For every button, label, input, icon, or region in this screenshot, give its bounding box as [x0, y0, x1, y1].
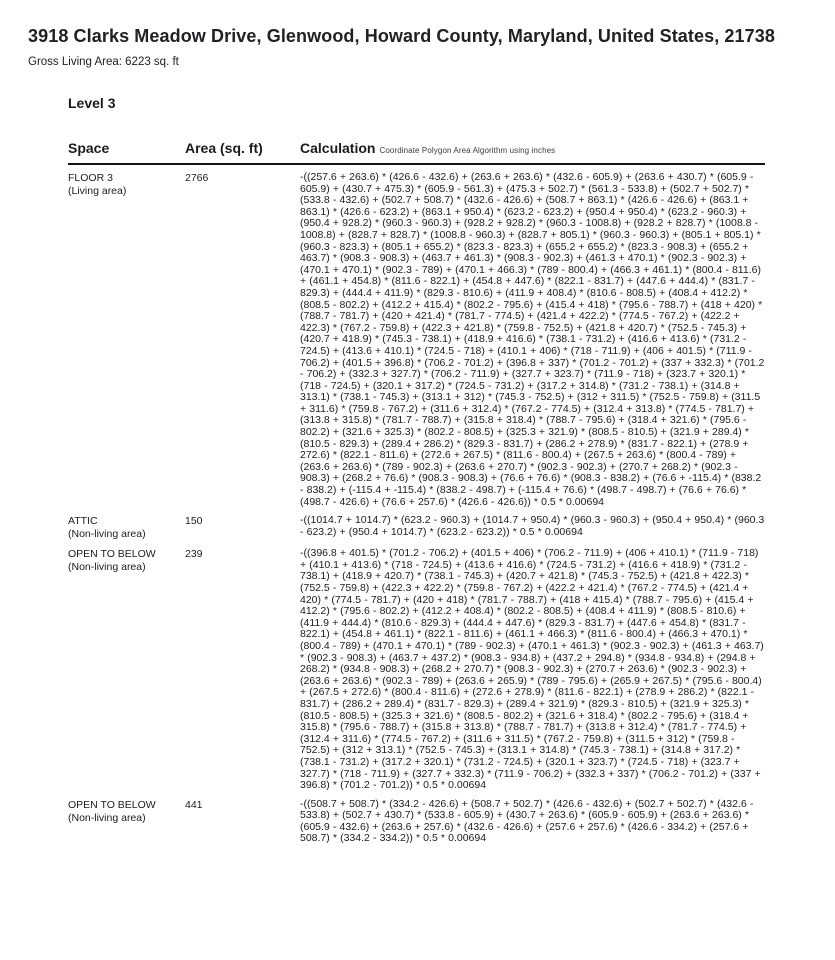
column-header-area: Area (sq. ft) [185, 140, 263, 156]
table-row-open-to-below-1 [68, 541, 765, 791]
space-type: (Living area) [68, 185, 127, 197]
column-header-space: Space [68, 140, 110, 156]
calculation-header-label: Calculation [300, 140, 376, 156]
area-value: 441 [185, 798, 203, 811]
document-header [0, 0, 835, 68]
space-name: OPEN TO BELOW [68, 548, 156, 561]
page-title: 3918 Clarks Meadow Drive, Glenwood, Howard County, Maryland, United States, 21738 [28, 26, 775, 46]
space-type: (Non-living area) [68, 561, 146, 574]
calculation-text: -((396.8 + 401.5) * (701.2 - 706.2) + (401.5 + 406) * (706.2 - 711.9) + (406 + 410.1) * (711.9 - 718) + (410.1 + 413.6) * (718 - 724.5) + (413.6 + 416.6) * (724.5 - 731.2) + (416.6 + 418.9) * (731.2 - 738.1) + (418.9 + 420.7) * (738.1 - 745.3) + (420.7 + 421.8) * (745.3 - 752.5) + (421.8 + 422.3) * (752.5 - 759.8) + (422.3 + 422.2) * (759.8 - 767.2) + (422.2 + 421.4) * (767.2 - 774.5) + (421.4 + 420) * (774.5 - 781.7) + (420 + 418) * (781.7 - 788.7) + (418 + 415.4) * (788.7 - 795.6) + (415.4 + 412.2) * (795.6 - 802.2) + (412.2 + 408.4) * (802.2 - 808.5) + (408.4 + 411.9) * (808.5 - 810.6) + (411.9 + 444.4) * (810.6 - 829.3) + (444.4 + 447.6) * (829.3 - 831.7) + (447.6 + 454.8) * (831.7 - 822.1) + (454.8 + 461.1) * (822.1 - 811.6) + (461.1 + 466.3) * (811.6 - 800.4) + (466.3 + 470.1) * (800.4 - 789) + (470.1 + 470.1) * (789 - 902.3) + (470.1 + 461.3) * (902.3 - 902.3) + (461.3 + 463.7) * (902.3 - 908.3) + (463.7 + 437.2) * (908.3 - 934.8) + (437.2 + 294.8) * (934.8 - 934.8) + (294.8 + 268.2) * (934.8 - 908.3) + (268.2 + 270.7) * (908.3 - 902.3) + (270.7 + 263.6) * (902.3 - 902.3) + (263.6 + 263.6) * (902.3 - 789) + (263.6 + 265.9) * (789 - 795.6) + (265.9 + 267.5) * (795.6 - 800.4) + (267.5 + 272.6) * (800.4 - 811.6) + (272.6 + 278.9) * (811.6 - 822.1) + (278.9 + 286.2) * (822.1 - 831.7) + (286.2 + 289.4) * (831.7 - 829.3) + (289.4 + 321.9) * (829.3 - 810.5) + (321.9 + 325.3) * (810.5 - 808.5) + (325.3 + 321.6) * (808.5 - 802.2) + (321.6 + 318.4) * (802.2 - 795.6) + (318.4 + 315.8) * (795.6 - 788.7) + (315.8 + 313.8) * (788.7 - 781.7) + (313.8 + 312.4) * (781.7 - 774.5) + (312.4 + 311.6) * (774.5 - 767.2) + (311.6 + 311.5) * (767.2 - 759.8) + (311.5 + 312) * (759.8 - 752.5) + (312 + 313.1) * (752.5 - 745.3) + (313.1 + 314.8) * (745.3 - 738.1) + (314.8 + 317.2) * (738.1 - 731.2) + (317.2 + 320.1) * (731.2 - 724.5) + (320.1 + 323.7) * (724.5 - 718) + (323.7 + 327.7) * (718 - 711.9) + (327.7 + 332.3) * (711.9 - 706.2) + (332.3 + 337) * (706.2 - 701.2) + (337 + 396.8) * (701.2 - 701.2)) * 0.5 * 0.00694 [300, 547, 764, 792]
space-cell [68, 799, 185, 825]
space-name: FLOOR 3 [68, 172, 113, 184]
calculation-text: -((257.6 + 263.6) * (426.6 - 432.6) + (263.6 + 263.6) * (432.6 - 605.9) + (263.6 + 430.7) * (605.9 - 605.9) + (430.7 + 475.3) * (605.9 - 561.3) + (475.3 + 502.7) * (561.3 - 533.8) + (502.7 + 502.7) * (533.8 - 432.6) + (502.7 + 508.7) * (432.6 - 426.6) + (508.7 + 863.1) * (426.6 - 426.6) + (863.1 + 863.1) * (426.6 - 623.2) + (863.1 + 950.4) * (623.2 - 623.2) + (950.4 + 950.4) * (623.2 - 960.3) + (950.4 + 928.2) * (960.3 - 960.3) + (928.2 + 928.2) * (960.3 - 1008.8) + (928.2 + 828.7) * (1008.8 - 1008.8) + (828.7 + 828.7) * (1008.8 - 960.3) + (828.7 + 805.1) * (960.3 - 960.3) + (805.1 + 805.1) * (960.3 - 823.3) + (805.1 + 655.2) * (823.3 - 823.3) + (655.2 + 655.2) * (823.3 - 908.3) + (655.2 + 463.7) * (908.3 - 908.3) + (463.7 + 461.3) * (908.3 - 902.3) + (461.3 + 470.1) * (902.3 - 902.3) + (470.1 + 470.1) * (902.3 - 789) + (470.1 + 466.3) * (789 - 800.4) + (466.3 + 461.1) * (800.4 - 811.6) + (461.1 + 454.8) * (811.6 - 822.1) + (454.8 + 447.6) * (822.1 - 831.7) + (447.6 + 444.4) * (831.7 - 829.3) + (444.4 + 411.9) * (829.3 - 810.6) + (411.9 + 408.4) * (810.6 - 808.5) + (408.4 + 412.2) * (808.5 - 802.2) + (412.2 + 415.4) * (802.2 - 795.6) + (415.4 + 418) * (795.6 - 788.7) + (418 + 420) * (788.7 - 781.7) + (420 + 421.4) * (781.7 - 774.5) + (421.4 + 422.2) * (774.5 - 767.2) + (422.2 + 422.3) * (767.2 - 759.8) + (422.3 + 421.8) * (759.8 - 752.5) + (421.8 + 420.7) * (752.5 - 745.3) + (420.7 + 418.9) * (745.3 - 738.1) + (418.9 + 416.6) * (738.1 - 731.2) + (416.6 + 413.6) * (731.2 - 724.5) + (413.6 + 410.1) * (724.5 - 718) + (410.1 + 406) * (718 - 711.9) + (406 + 401.5) * (711.9 - 706.2) + (401.5 + 396.8) * (706.2 - 701.2) + (396.8 + 337) * (701.2 - 701.2) + (337 + 332.3) * (701.2 - 706.2) + (332.3 + 327.7) * (706.2 - 711.9) + (327.7 + 323.7) * (711.9 - 718) + (323.7 + 320.1) * (718 - 724.5) + (320.1 + 317.2) * (724.5 - 731.2) + (317.2 + 314.8) * (731.2 - 738.1) + (314.8 + 313.1) * (738.1 - 745.3) + (313.1 + 312) * (745.3 - 752.5) + (312 + 311.5) * (752.5 - 759.8) + (311.5 + 311.6) * (759.8 - 767.2) + (311.6 + 312.4) * (767.2 - 774.5) + (312.4 + 313.8) * (774.5 - 781.7) + (313.8 + 315.8) * (781.7 - 788.7) + (315.8 + 318.4) * (788.7 - 795.6) + (318.4 + 321.6) * (795.6 - 802.2) + (321.6 + 325.3) * (802.2 - 808.5) + (325.3 + 321.9) * (808.5 - 810.5) + (321.9 + 289.4) * (810.5 - 829.3) + (289.4 + 286.2) * (829.3 - 831.7) + (286.2 + 278.9) * (831.7 - 822.1) + (278.9 + 272.6) * (822.1 - 811.6) + (272.6 + 267.5) * (811.6 - 800.4) + (267.5 + 263.6) * (800.4 - 789) + (263.6 + 263.6) * (789 - 902.3) + (263.6 + 270.7) * (902.3 - 902.3) + (270.7 + 268.2) * (902.3 - 908.3) + (268.2 + 76.6) * (908.3 - 908.3) + (76.6 + 76.6) * (908.3 - 838.2) + (76.6 + -115.4) * (838.2 - 838.2) + (-115.4 + -115.4) * (838.2 - 498.7) + (-115.4 + 76.6) * (498.7 - 498.7) + (76.6 + 76.6) * (498.7 - 426.6) + (76.6 + 257.6) * (426.6 - 426.6)) * 0.5 * 0.00694 [300, 171, 765, 508]
area-calculation-table [68, 140, 765, 845]
space-name: OPEN TO BELOW [68, 798, 156, 811]
calculation-algorithm-note: Coordinate Polygon Area Algorithm using inches [379, 146, 556, 155]
report-content [68, 95, 765, 845]
table-header-row [68, 140, 765, 165]
level-heading: Level 3 [68, 95, 116, 111]
space-type: (Non-living area) [68, 811, 146, 824]
gross-living-area-label: Gross Living Area: 6223 sq. ft [28, 56, 179, 68]
table-row-attic [68, 508, 765, 541]
space-type: (Non-living area) [68, 528, 146, 541]
calculation-text: -((1014.7 + 1014.7) * (623.2 - 960.3) + (1014.7 + 950.4) * (960.3 - 960.3) + (950.4 + 950.4) * (960.3 - 623.2) + (950.4 + 1014.7) * (623.2 - 623.2)) * 0.5 * 0.00694 [300, 514, 765, 538]
table-row-floor3 [68, 165, 765, 508]
table-row-open-to-below-2 [68, 792, 765, 845]
area-value: 2766 [185, 172, 209, 184]
area-value: 150 [185, 515, 203, 528]
space-cell [68, 172, 185, 198]
space-name: ATTIC [68, 515, 98, 528]
area-value: 239 [185, 548, 203, 561]
calculation-text: -((508.7 + 508.7) * (334.2 - 426.6) + (508.7 + 502.7) * (426.6 - 432.6) + (502.7 + 502.7) * (432.6 - 533.8) + (502.7 + 430.7) * (533.8 - 605.9) + (430.7 + 263.6) * (605.9 - 605.9) + (263.6 + 263.6) * (605.9 - 432.6) + (263.6 + 257.6) * (432.6 - 426.6) + (257.6 + 257.6) * (426.6 - 334.2) + (257.6 + 508.7) * (334.2 - 334.2)) * 0.5 * 0.00694 [300, 797, 754, 845]
space-cell [68, 515, 185, 541]
column-header-calculation [300, 140, 765, 156]
space-cell [68, 548, 185, 574]
